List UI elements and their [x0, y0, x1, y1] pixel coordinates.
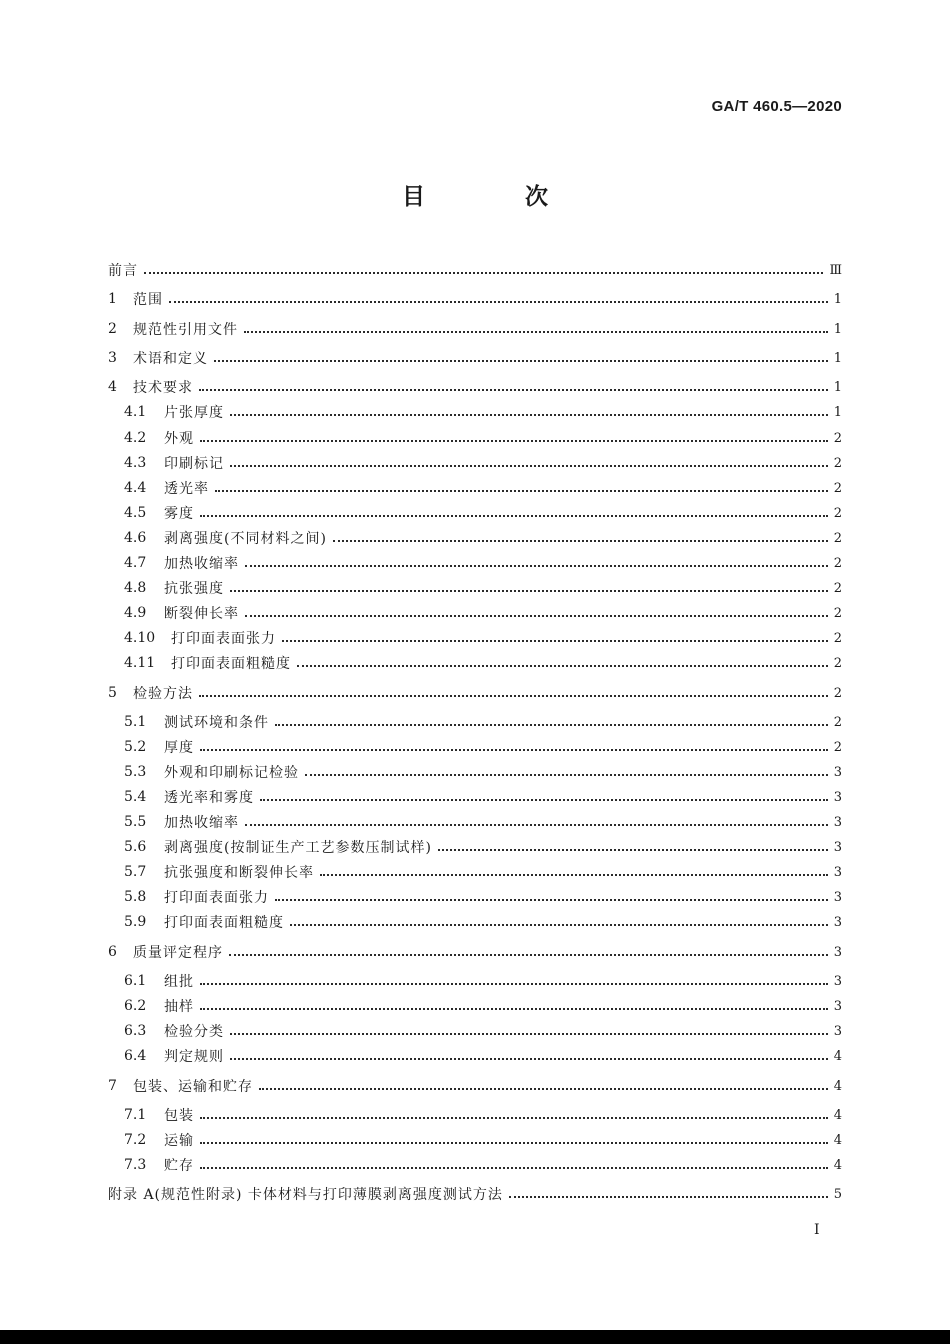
- toc-dot-leader: [214, 360, 828, 362]
- toc-dot-leader: [215, 490, 828, 492]
- toc-entry[interactable]: [124, 602, 842, 624]
- toc-entry-page: 1: [833, 379, 842, 395]
- toc-dot-leader: [200, 440, 828, 442]
- toc-entry-number: 4.4: [124, 480, 147, 496]
- toc-entry-label: 测试环境和条件: [164, 715, 269, 731]
- toc-entry-page: 3: [833, 764, 842, 780]
- toc-entry-number: 4.10: [124, 630, 156, 646]
- toc-entry-page: 4: [833, 1157, 842, 1173]
- toc-entry-page: 3: [833, 944, 842, 960]
- toc-dot-leader: [260, 799, 828, 801]
- toc-entry-page: 1: [833, 291, 842, 307]
- toc-dot-leader: [244, 331, 828, 333]
- toc-entry[interactable]: [108, 1183, 842, 1205]
- toc-entry-number: 6: [108, 944, 117, 960]
- toc-dot-leader: [200, 1167, 828, 1169]
- toc-entry[interactable]: [108, 318, 842, 340]
- toc-entry-page: 1: [833, 321, 842, 337]
- toc-entry[interactable]: [124, 711, 842, 733]
- toc-dot-leader: [200, 515, 828, 517]
- toc-dot-leader: [144, 272, 823, 274]
- toc-entry-label: 附录 A(规范性附录) 卡体材料与打印薄膜剥离强度测试方法: [108, 1187, 503, 1203]
- toc-entry-number: 7.2: [124, 1132, 147, 1148]
- toc-entry-page: Ⅲ: [829, 262, 842, 278]
- toc-entry-label: 厚度: [164, 740, 194, 756]
- toc-entry-number: 5.2: [124, 739, 147, 755]
- toc-entry-label: 运输: [164, 1133, 194, 1149]
- toc-entry-label: 剥离强度(按制证生产工艺参数压制试样): [164, 840, 432, 856]
- toc-entry[interactable]: [124, 502, 842, 524]
- toc-entry-label: 打印面表面张力: [171, 631, 276, 647]
- toc-entry-number: 4.6: [124, 530, 147, 546]
- toc-entry-label: 范围: [133, 292, 163, 308]
- toc-entry-label: 断裂伸长率: [164, 606, 239, 622]
- toc-entry-page: 2: [833, 739, 842, 755]
- toc-entry-number: 5.8: [124, 889, 147, 905]
- toc-entry[interactable]: [124, 886, 842, 908]
- toc-dot-leader: [230, 590, 828, 592]
- toc-entry-number: 4.3: [124, 455, 147, 471]
- toc-dot-leader: [230, 1033, 828, 1035]
- toc-entry-page: 2: [833, 430, 842, 446]
- toc-entry[interactable]: [124, 736, 842, 758]
- toc-entry[interactable]: [124, 1104, 842, 1126]
- toc-entry-label: 组批: [164, 974, 194, 990]
- toc-entry-number: 3: [108, 350, 117, 366]
- toc-entry[interactable]: [124, 836, 842, 858]
- toc-entry-number: 1: [108, 291, 117, 307]
- toc-dot-leader: [245, 824, 828, 826]
- toc-entry-label: 外观和印刷标记检验: [164, 765, 299, 781]
- toc-entry-page: 3: [833, 1023, 842, 1039]
- toc-dot-leader: [275, 724, 828, 726]
- toc-entry-page: 2: [833, 555, 842, 571]
- toc-entry[interactable]: [124, 861, 842, 883]
- toc-entry-label: 加热收缩率: [164, 556, 239, 572]
- toc-dot-leader: [290, 924, 828, 926]
- toc-entry[interactable]: [124, 527, 842, 549]
- toc-entry[interactable]: [108, 941, 842, 963]
- toc-entry-label: 技术要求: [133, 380, 193, 396]
- toc-entry-label: 质量评定程序: [133, 945, 223, 961]
- toc-entry-number: 4.2: [124, 430, 147, 446]
- toc-entry-label: 透光率和雾度: [164, 790, 254, 806]
- page-folio: I: [814, 1222, 820, 1238]
- toc-dot-leader: [509, 1196, 828, 1198]
- toc-entry-label: 印刷标记: [164, 456, 224, 472]
- toc-entry-number: 6.1: [124, 973, 147, 989]
- toc-dot-leader: [200, 1117, 828, 1119]
- toc-entry-number: 5: [108, 685, 117, 701]
- toc-entry-number: 5.1: [124, 714, 147, 730]
- toc-dot-leader: [245, 565, 828, 567]
- toc-entry[interactable]: [108, 376, 842, 398]
- toc-entry-page: 3: [833, 864, 842, 880]
- toc-entry[interactable]: [124, 911, 842, 933]
- page-title: 目 次: [401, 184, 594, 210]
- toc-entry[interactable]: [124, 995, 842, 1017]
- toc-entry-number: 6.2: [124, 998, 147, 1014]
- toc-entry[interactable]: [124, 1154, 842, 1176]
- toc-entry-label: 检验方法: [133, 686, 193, 702]
- toc-entry[interactable]: [124, 786, 842, 808]
- toc-entry-label: 前言: [108, 263, 138, 279]
- toc-dot-leader: [438, 849, 828, 851]
- toc-entry-page: 1: [833, 404, 842, 420]
- toc-entry[interactable]: [108, 682, 842, 704]
- toc-entry-label: 术语和定义: [133, 351, 208, 367]
- toc-entry-label: 贮存: [164, 1158, 194, 1174]
- toc-entry-number: 2: [108, 321, 117, 337]
- toc-entry-page: 4: [833, 1107, 842, 1123]
- toc-dot-leader: [282, 640, 828, 642]
- toc-dot-leader: [333, 540, 828, 542]
- toc-dot-leader: [230, 414, 828, 416]
- toc-entry-number: 5.3: [124, 764, 147, 780]
- toc-entry-page: 2: [833, 480, 842, 496]
- toc-entry-number: 5.9: [124, 914, 147, 930]
- toc-entry-page: 3: [833, 789, 842, 805]
- toc-entry[interactable]: [108, 259, 842, 281]
- toc-entry-label: 片张厚度: [164, 405, 224, 421]
- toc-entry-page: 2: [833, 530, 842, 546]
- toc-entry[interactable]: [124, 627, 842, 649]
- toc-entry-page: 3: [833, 839, 842, 855]
- toc-entry[interactable]: [108, 347, 842, 369]
- toc-entry-page: 2: [833, 605, 842, 621]
- toc-entry[interactable]: [124, 452, 842, 474]
- toc-entry-label: 剥离强度(不同材料之间): [164, 531, 327, 547]
- toc-entry-number: 4.11: [124, 655, 156, 671]
- toc-entry-number: 6.3: [124, 1023, 147, 1039]
- toc-entry-page: 2: [833, 630, 842, 646]
- toc-entry-label: 打印面表面张力: [164, 890, 269, 906]
- toc-entry-number: 7: [108, 1078, 117, 1094]
- toc-entry[interactable]: [108, 1075, 842, 1097]
- toc-entry-page: 4: [833, 1078, 842, 1094]
- toc-entry-page: 4: [833, 1132, 842, 1148]
- toc-entry[interactable]: [124, 1045, 842, 1067]
- toc-entry-number: 4.8: [124, 580, 147, 596]
- toc-entry-label: 判定规则: [164, 1049, 224, 1065]
- toc-entry[interactable]: [124, 401, 842, 423]
- toc-dot-leader: [297, 665, 828, 667]
- toc-entry-number: 6.4: [124, 1048, 147, 1064]
- toc-entry-page: 5: [833, 1186, 842, 1202]
- toc-entry-label: 规范性引用文件: [133, 322, 238, 338]
- toc-entry-number: 7.3: [124, 1157, 147, 1173]
- toc-entry-label: 外观: [164, 431, 194, 447]
- toc-entry[interactable]: [124, 1020, 842, 1042]
- toc-entry-label: 检验分类: [164, 1024, 224, 1040]
- toc-dot-leader: [275, 899, 828, 901]
- toc-entry-label: 打印面表面粗糙度: [164, 915, 284, 931]
- toc-entry[interactable]: [124, 427, 842, 449]
- toc-entry-page: 4: [833, 1048, 842, 1064]
- toc-entry-label: 抗张强度和断裂伸长率: [164, 865, 314, 881]
- document-code: GA/T 460.5—2020: [711, 98, 842, 115]
- toc-dot-leader: [169, 301, 828, 303]
- toc-dot-leader: [229, 954, 828, 956]
- toc-entry[interactable]: [124, 970, 842, 992]
- toc-entry-page: 2: [833, 714, 842, 730]
- toc-dot-leader: [199, 695, 828, 697]
- toc-entry-label: 透光率: [164, 481, 209, 497]
- toc-entry-page: 2: [833, 505, 842, 521]
- toc-entry[interactable]: [124, 1129, 842, 1151]
- toc-entry-number: 4.9: [124, 605, 147, 621]
- toc-entry-page: 3: [833, 889, 842, 905]
- toc-entry[interactable]: [124, 477, 842, 499]
- toc-dot-leader: [320, 874, 828, 876]
- toc-entry-label: 抽样: [164, 999, 194, 1015]
- bottom-edge-bar: [0, 1330, 950, 1344]
- toc-entry-page: 3: [833, 814, 842, 830]
- toc-entry-page: 3: [833, 973, 842, 989]
- toc-entry-page: 3: [833, 914, 842, 930]
- toc-entry-page: 2: [833, 655, 842, 671]
- toc-entry-label: 抗张强度: [164, 581, 224, 597]
- toc-entry[interactable]: [124, 761, 842, 783]
- toc-dot-leader: [200, 983, 828, 985]
- toc-dot-leader: [245, 615, 828, 617]
- toc-entry-number: 7.1: [124, 1107, 147, 1123]
- toc-dot-leader: [305, 774, 828, 776]
- toc-entry-number: 5.6: [124, 839, 147, 855]
- toc-dot-leader: [200, 1008, 828, 1010]
- toc-entry-number: 4.1: [124, 404, 147, 420]
- toc-entry[interactable]: [124, 577, 842, 599]
- toc-entry-page: 2: [833, 685, 842, 701]
- toc-dot-leader: [199, 389, 828, 391]
- toc-entry-page: 2: [833, 455, 842, 471]
- toc-entry-number: 5.7: [124, 864, 147, 880]
- toc-entry-page: 1: [833, 350, 842, 366]
- toc-entry-number: 5.4: [124, 789, 147, 805]
- toc-entry-number: 4: [108, 379, 117, 395]
- toc-entry-label: 打印面表面粗糙度: [171, 656, 291, 672]
- toc-entry[interactable]: [124, 652, 842, 674]
- toc-entry-number: 5.5: [124, 814, 147, 830]
- toc-entry-page: 2: [833, 580, 842, 596]
- toc-entry-label: 加热收缩率: [164, 815, 239, 831]
- toc-entry[interactable]: [124, 811, 842, 833]
- toc-entry[interactable]: [124, 552, 842, 574]
- toc-entry-label: 雾度: [164, 506, 194, 522]
- toc-entry[interactable]: [108, 288, 842, 310]
- toc-entry-label: 包装、运输和贮存: [133, 1079, 253, 1095]
- toc-dot-leader: [200, 1142, 828, 1144]
- toc-entry-page: 3: [833, 998, 842, 1014]
- toc-dot-leader: [230, 1058, 828, 1060]
- toc-dot-leader: [259, 1088, 828, 1090]
- toc-entry-number: 4.7: [124, 555, 147, 571]
- toc-entry-label: 包装: [164, 1108, 194, 1124]
- toc-dot-leader: [200, 749, 828, 751]
- toc-dot-leader: [230, 465, 828, 467]
- toc-entry-number: 4.5: [124, 505, 147, 521]
